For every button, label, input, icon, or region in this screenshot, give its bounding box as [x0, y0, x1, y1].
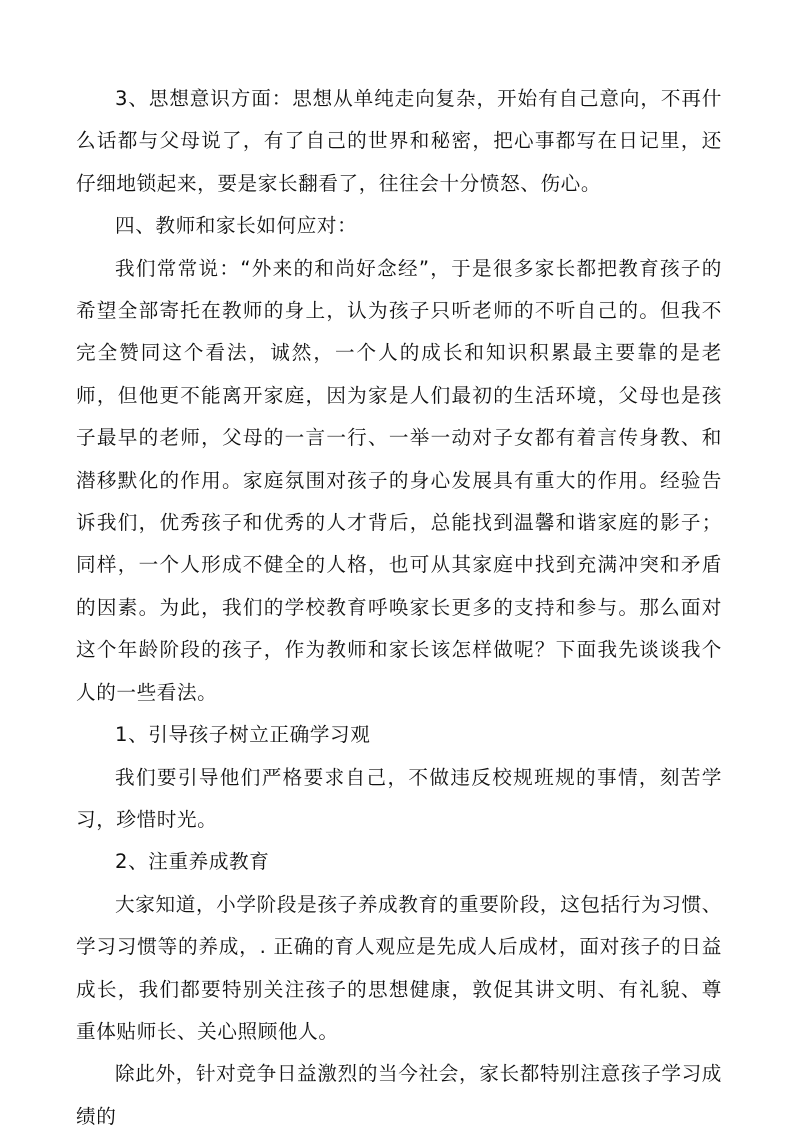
- paragraph-habit-education: 大家知道，小学阶段是孩子养成教育的重要阶段，这包括行为习惯、学习习惯等的养成，. 正确的育人观应是先成人后成材，面对孩子的日益成长，我们都要特别关注孩子的思想健康，敦促其讲文明、有礼貌、尊重体贴师长、关心照顾他人。: [76, 892, 722, 1043]
- section-heading-teachers-parents: 四、教师和家长如何应对：: [115, 214, 358, 238]
- subheading-habit-education: 2、注重养成教育: [115, 850, 270, 874]
- paragraph-thinking-awareness: 3、思想意识方面：思想从单纯走向复杂，开始有自己意向，不再什么话都与父母说了，有了自己的世界和秘密，把心事都写在日记里，还仔细地锁起来，要是家长翻看了，往往会十分愤怒、伤心。: [76, 87, 722, 195]
- paragraph-competition: 除此外，针对竞争日益激烈的当今社会，家长都特别注意孩子学习成绩的: [76, 1062, 722, 1128]
- subheading-learning-view: 1、引导孩子树立正确学习观: [115, 723, 371, 747]
- paragraph-learning-view: 我们要引导他们严格要求自己，不做违反校规班规的事情，刻苦学习，珍惜时光。: [76, 765, 722, 831]
- paragraph-family-role: 我们常常说：“外来的和尚好念经”，于是很多家长都把教育孩子的希望全部寄托在教师的身上，认为孩子只听老师的不听自己的。但我不完全赞同这个看法，诚然，一个人的成长和知识积累最主要靠的是老师，但他更不能离开家庭，因为家是人们最初的生活环境，父母也是孩子最早的老师，父母的一言一行、一举一动对子女都有着言传身教、和潜移默化的作用。家庭氛围对孩子的身心发展具有重大的作用。经验告诉我们，优秀孩子和优秀的人才背后，总能找到温馨和谐家庭的影子；同样，一个人形成不健全的人格，也可从其家庭中找到充满冲突和矛盾的因素。为此，我们的学校教育呼唤家长更多的支持和参与。那么面对这个年龄阶段的孩子，作为教师和家长该怎样做呢？下面我先谈谈我个人的一些看法。: [76, 256, 722, 704]
- document-page: [76, 78, 722, 1138]
